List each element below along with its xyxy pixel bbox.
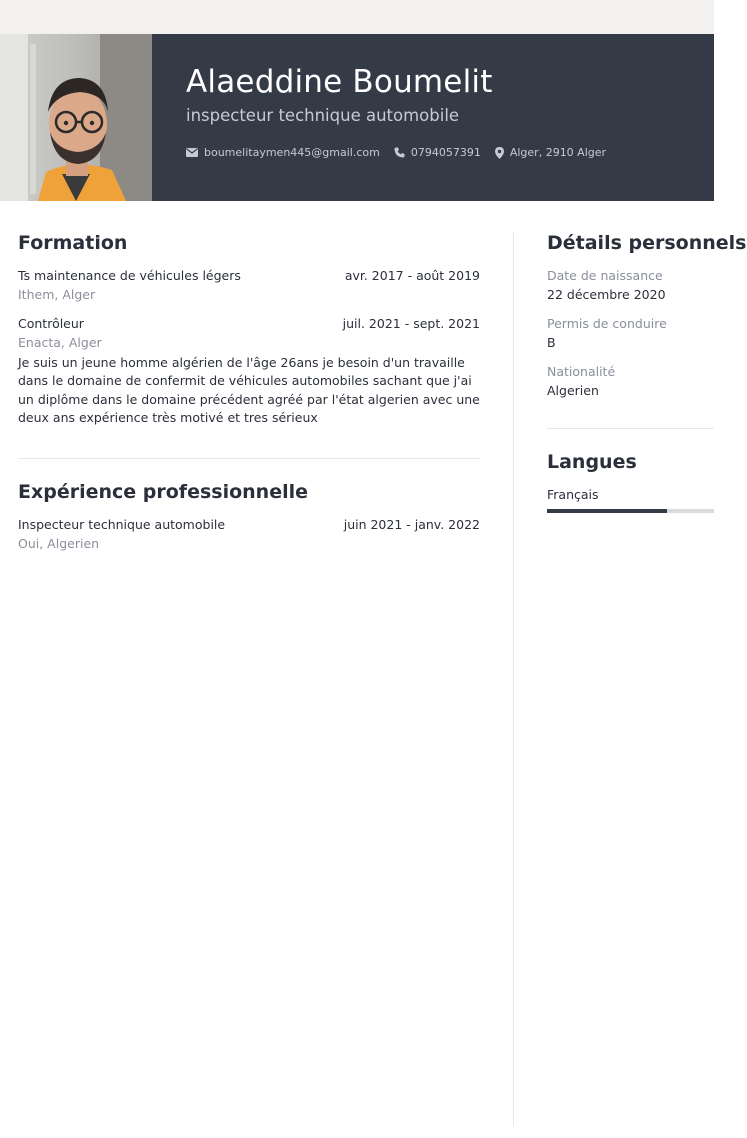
column-divider [513, 232, 514, 1126]
experience-heading: Expérience professionnelle [18, 480, 308, 503]
candidate-title: inspecteur technique automobile [186, 106, 460, 125]
experience-dates: juin 2021 - janv. 2022 [343, 516, 480, 532]
nationality-label: Nationalité [547, 364, 616, 379]
contact-address [495, 146, 606, 159]
education-description: Je suis un jeune homme algérien de l'âge 26ans je besoin d'un travaille dans le domaine de confermit de véhicules automobiles sachant que j'ai un diplôme dans le domaine précédent agréé par l'état algerien avec une deux ans expérience très motivé et tres sérieux [18, 355, 480, 426]
contact-row [186, 146, 620, 159]
section-divider [18, 458, 480, 459]
nationality-value: Algerien [547, 383, 599, 398]
education-title: Contrôleur [18, 316, 84, 331]
languages-heading: Langues [547, 451, 637, 473]
top-bar [0, 0, 714, 35]
phone-icon [394, 147, 405, 158]
contact-phone[interactable] [394, 146, 481, 159]
personal-details-heading: Détails personnels [547, 232, 747, 254]
experience-place: Oui, Algerien [18, 535, 100, 551]
map-marker-icon [495, 147, 504, 159]
phone-text: 0794057391 [410, 146, 481, 159]
driving-license-value: B [547, 335, 556, 350]
profile-photo [0, 34, 152, 201]
address-text: Alger, 2910 Alger [509, 146, 607, 159]
side-column [547, 232, 747, 513]
candidate-name: Alaeddine Boumelit [186, 64, 493, 100]
education-place: Ithem, Alger [18, 287, 96, 302]
contact-email[interactable] [186, 146, 380, 159]
education-title: Ts maintenance de véhicules légers [18, 268, 241, 283]
language-level-fill [547, 509, 667, 513]
main-column [18, 232, 480, 551]
education-entry [18, 316, 480, 428]
education-heading: Formation [18, 232, 128, 254]
education-place: Enacta, Alger [18, 335, 102, 350]
birth-date-label: Date de naissance [547, 268, 663, 283]
section-divider [547, 428, 714, 429]
language-name: Français [547, 487, 599, 502]
education-dates: juil. 2021 - sept. 2021 [342, 316, 480, 331]
envelope-icon [186, 148, 198, 157]
email-text: boumelitaymen445@gmail.com [204, 146, 380, 159]
education-entry [18, 268, 480, 302]
experience-entry [18, 517, 480, 551]
language-level-bar [547, 509, 714, 513]
birth-date-value: 22 décembre 2020 [547, 287, 666, 302]
driving-license-label: Permis de conduire [547, 316, 667, 331]
experience-title: Inspecteur technique automobile [18, 516, 226, 532]
resume-header [0, 34, 714, 201]
education-dates: avr. 2017 - août 2019 [344, 268, 480, 283]
